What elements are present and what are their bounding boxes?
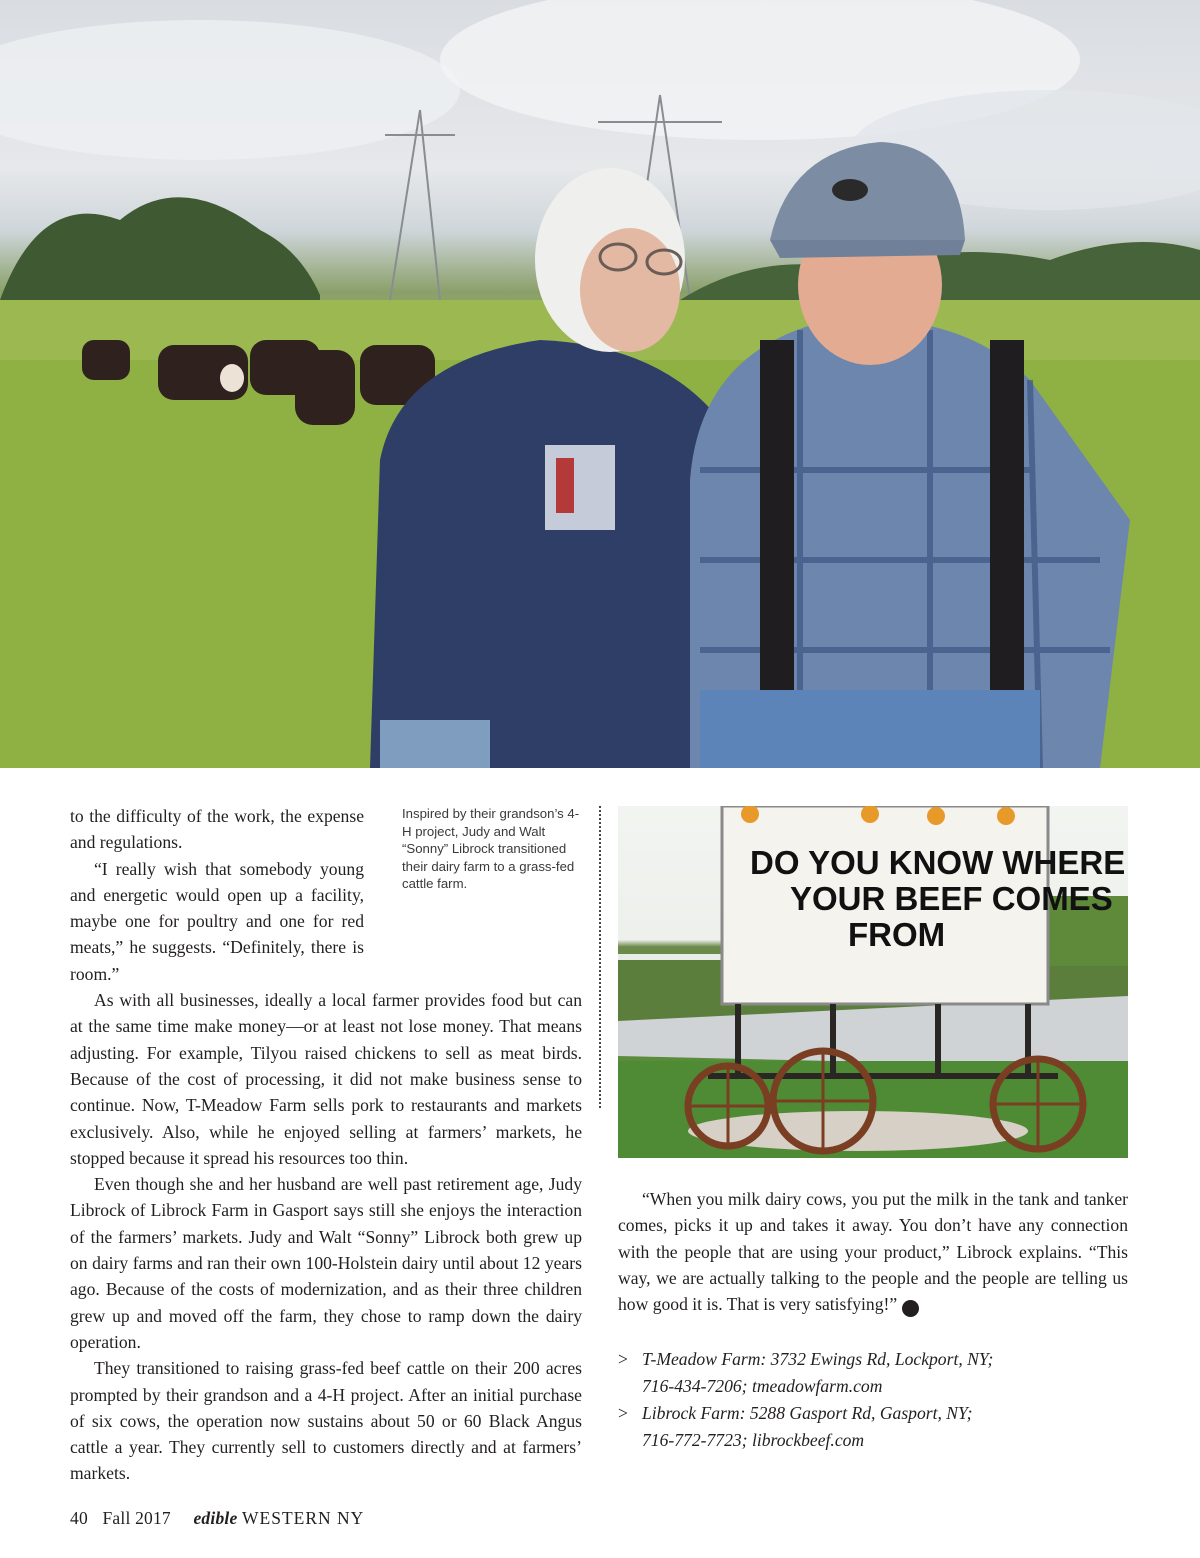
sign-photo	[618, 806, 1128, 1158]
paragraph: Even though she and her husband are well past retirement age, Judy Librock of Librock Farm in Gasport says still she enjoys the interaction of the farmers’ markets. Judy and Walt “Sonny” Librock both grew up on dairy farms and ran their own 100-Holstein dairy until about 12 years ago. Because of the costs of modernization, and as their three children grew up and moved off the farm, they chose to ramp down the dairy operation.	[70, 1174, 582, 1352]
brand-name: WESTERN NY	[242, 1508, 365, 1528]
column-divider	[599, 806, 601, 1108]
end-mark-icon: e	[902, 1300, 919, 1317]
farm-info-list	[618, 1346, 1128, 1454]
paragraph	[618, 1186, 1128, 1317]
paragraph: As with all businesses, ideally a local farmer provides food but can at the same time make money—or at least not lose money. That means adjusting. For example, Tilyou raised chickens to sell as meat birds. Because of the cost of processing, it did not make business sense to continue. Now, T-Meadow Farm sells pork to restaurants and markets exclusively. Also, while he enjoyed selling at farmers’ markets, he stopped because it spread his resources too thin.	[70, 990, 582, 1168]
chevron-right-icon: >	[618, 1349, 628, 1369]
left-article-column	[70, 803, 582, 1487]
paragraph: to the difficulty of the work, the expense and regulations.	[70, 806, 364, 853]
paragraph: They transitioned to raising grass-fed beef cattle on their 200 acres prompted by their grandson and a 4-H project. After an initial purchase of six cows, the operation now sustains about 50 or 60 Black Angus cattle a year. They currently sell to customers directly and at farmers’ markets.	[70, 1358, 582, 1484]
brand-edible: edible	[193, 1508, 238, 1528]
right-article-column	[618, 1186, 1128, 1317]
roadside-sign-illustration	[618, 806, 1128, 1158]
photo-caption: Inspired by their grandson’s 4-H project, Judy and Walt “Sonny” Librock transitioned their dairy farm to a grass-fed cattle farm.	[402, 806, 580, 891]
quote-text: “When you milk dairy cows, you put the milk in the tank and tanker comes, picks it up and takes it away. You don’t have any connection with the people that are using your product,” Librock explains. “This way, we are actually talking to the people and the people are telling us how good it is. That is very satisfying!”	[618, 1189, 1128, 1315]
info-line: Librock Farm: 5288 Gasport Rd, Gasport, NY;	[642, 1403, 973, 1423]
list-item	[618, 1346, 1128, 1400]
list-item	[618, 1400, 1128, 1454]
issue-label: Fall 2017	[102, 1508, 171, 1528]
hero-photo	[0, 0, 1200, 768]
caption-wrap-space	[364, 803, 582, 939]
info-line: 716-434-7206; tmeadowfarm.com	[642, 1376, 883, 1396]
sign-line-3: FROM	[848, 916, 946, 953]
page-number: 40	[70, 1508, 88, 1528]
farm-couple-illustration	[0, 0, 1200, 768]
sign-line-1: DO YOU KNOW WHERE	[750, 844, 1126, 881]
page-footer	[70, 1508, 364, 1529]
paragraph: “I really wish that somebody young and energetic would open up a facility, maybe one for poultry and one for red meats,” he suggests. “Definitely, there is room.”	[70, 858, 364, 984]
info-line: 716-772-7723; librockbeef.com	[642, 1430, 865, 1450]
chevron-right-icon: >	[618, 1403, 628, 1423]
info-line: T-Meadow Farm: 3732 Ewings Rd, Lockport, NY;	[642, 1349, 994, 1369]
sign-line-2: YOUR BEEF COMES	[790, 880, 1113, 917]
